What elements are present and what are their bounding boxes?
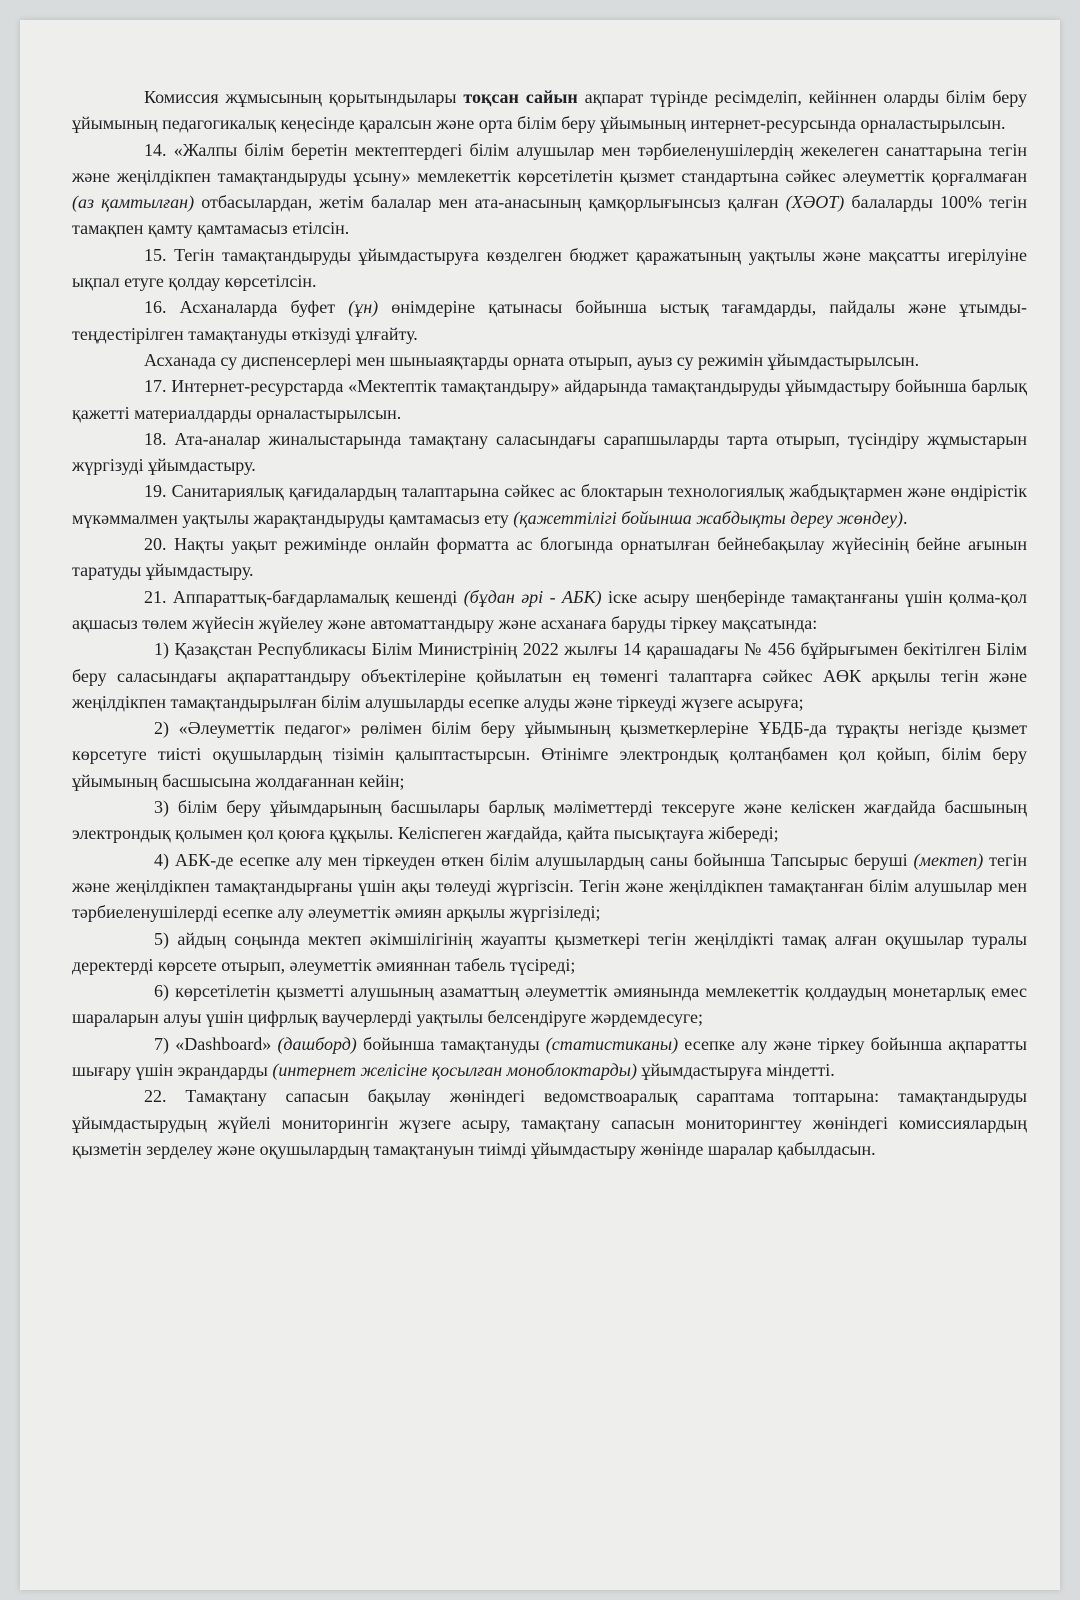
text-segment: өнімдеріне қатынасы бойынша ыстық тағамдарды, пайдалы және ұтымды-теңдестірілген тамақтануды өткізуді ұлғайту. <box>72 297 1027 344</box>
text-segment: тоқсан сайын <box>463 87 578 107</box>
text-segment: ұйымдастыруға міндетті. <box>636 1059 835 1080</box>
text-segment: 21. Аппараттық-бағдарламалық кешенді <box>144 586 464 607</box>
text-segment: (статистиканы) <box>545 1033 679 1054</box>
text-segment: есепке алу және тіркеу бойынша ақпаратты шығару үшін экрандарды <box>72 1033 1027 1080</box>
text-segment: 3) білім беру ұйымдарының басшылары барлық мәліметтерді тексеруге және келіскен жағдайда басшының электрондық қолымен қол қоюға құқылы. Келіспеген жағдайда, қайта пысықтауға жібереді; <box>72 797 1027 844</box>
text-segment: (дашборд) <box>277 1033 357 1054</box>
text-segment: 5) айдың соңында мектеп әкімшілігінің жауапты қызметкері тегін жеңілдікті тамақ алған оқушылар туралы деректерді көрсете отырып, әлеуметтік әмияннан табель түсіреді; <box>72 928 1027 975</box>
text-segment: (мектеп) <box>913 849 984 870</box>
paragraph-p0 <box>72 84 1027 137</box>
paragraph-p21_1 <box>72 636 1027 715</box>
text-segment: (интернет желісіне қосылған моноблоктарды) <box>272 1059 637 1080</box>
text-segment: 17. Интернет-ресурстарда «Мектептік тамақтандыру» айдарында тамақтандыруды ұйымдастыру бойынша барлық қажетті материалдарды орналастырылсын. <box>72 376 1027 423</box>
text-segment: балаларды 100% тегін тамақпен қамту қамтамасыз етілсін. <box>72 192 1027 239</box>
text-segment: 2) «Әлеуметтік педагог» рөлімен білім беру ұйымының қызметкерлеріне ҰБДБ-да тұрақты негізде қызмет көрсетуге тиісті оқушылардың тізімін қалыптастырсын. Өтінімге электрондық қолтаңбамен қол қойып, білім беру ұйымының басшысына жолдағаннан кейін; <box>72 718 1027 791</box>
paragraph-p18 <box>72 426 1027 479</box>
text-segment: іске асыру шеңберінде тамақтанғаны үшін қолма-қол ақшасыз төлем жүйесін жүйелеу және автоматтандыру және асханаға баруды тіркеу мақсатында: <box>72 586 1027 633</box>
text-segment: Асханада су диспенсерлері мен шыныаяқтарды орната отырып, ауыз су режимін ұйымдастырылсын. <box>144 349 920 370</box>
paragraph-p21_3 <box>72 794 1027 847</box>
document-page <box>20 20 1060 1590</box>
text-segment: 15. Тегін тамақтандыруды ұйымдастыруға көзделген бюджет қаражатының уақтылы және мақсатты игерілуіне ықпал етуге қолдау көрсетілсін. <box>72 244 1027 292</box>
text-segment: отбасылардан, жетім балалар мен ата-анасының қамқорлығынсыз қалған <box>194 192 786 213</box>
text-segment: (бұдан әрі - АБК) <box>463 586 602 607</box>
text-segment: 6) көрсетілетін қызметті алушының азаматтың әлеуметтік әмиянында мемлекеттік қолдаудың монетарлық емес шараларын алуы үшін цифрлық ваучерлерді уақтылы белсендіруге жәрдемдесуге; <box>72 981 1027 1028</box>
paragraph-p21 <box>72 584 1027 637</box>
text-segment: 14. «Жалпы білім беретін мектептердегі білім алушылар мен тәрбиеленушілердің жекелеген санаттарына тегін және жеңілдікпен тамақтандыруды ұсыну» мемлекеттік көрсетілетін қызмет стандартына сәйкес әлеуметтік қорғалмаған <box>72 139 1027 186</box>
text-segment: 20. Нақты уақыт режимінде онлайн форматта ас блогында орнатылған бейнебақылау жүйесінің бейне ағынын таратуды ұйымдастыру. <box>72 534 1027 581</box>
text-segment: бойынша тамақтануды <box>356 1033 546 1054</box>
text-segment: (қажеттілігі бойынша жабдықты дереу жөндеу) <box>513 507 904 528</box>
paragraph-p21_2 <box>72 715 1027 794</box>
paragraph-p19 <box>72 478 1027 531</box>
text-segment: 7) «Dashboard» <box>154 1033 278 1054</box>
text-segment: (ХӘОТ) <box>785 192 845 213</box>
paragraph-p21_5 <box>72 926 1027 979</box>
paragraph-p15 <box>72 242 1027 295</box>
paragraph-p16b <box>72 347 1027 373</box>
text-segment: 4) АБК-де есепке алу мен тіркеуден өткен білім алушылардың саны бойынша Тапсырыс беруші <box>154 849 914 870</box>
document-body <box>72 84 1027 1162</box>
paragraph-p17 <box>72 373 1027 426</box>
text-segment: ақпарат түрінде ресімделіп, кейіннен оларды білім беру ұйымының педагогикалық кеңесінде қаралсын және орта білім беру ұйымының интернет-ресурсында орналастырылсын. <box>72 87 1027 134</box>
paragraph-p16 <box>72 294 1027 347</box>
text-segment: . <box>903 507 908 528</box>
text-segment: 18. Ата-аналар жиналыстарында тамақтану саласындағы сарапшыларды тарта отырып, түсіндіру жұмыстарын жүргізуді ұйымдастыру. <box>72 428 1027 476</box>
text-segment: 19. Санитариялық қағидалардың талаптарына сәйкес ас блоктарын технологиялық жабдықтармен және өндірістік мүкәммалмен уақтылы жарақтандыруды қамтамасыз ету <box>72 481 1027 528</box>
text-segment: 1) Қазақстан Республикасы Білім Министрінің 2022 жылғы 14 қарашадағы № 456 бұйрығымен бекітілген Білім беру саласындағы ақпараттандыру объектілеріне қойылатын ең төменгі талаптарға сәйкес АӨК арқылы тегін және жеңілдікпен тамақтандырылған білім алушыларды есепке алуды және тіркеуді жүзеге асыруға; <box>72 639 1027 712</box>
text-segment: тегін және жеңілдікпен тамақтандырғаны үшін ақы төлеуді жүргізсін. Тегін және жеңілдікпен тамақтанған білім алушылар мен тәрбиеленушілерді есепке алу әлеуметтік әмиян арқылы жүргізіледі; <box>72 849 1027 923</box>
paragraph-p14 <box>72 137 1027 242</box>
paragraph-p20 <box>72 531 1027 584</box>
text-segment: (аз қамтылған) <box>72 192 195 213</box>
paragraph-p21_4 <box>72 847 1027 926</box>
paragraph-p21_7 <box>72 1031 1027 1084</box>
paragraph-p21_6 <box>72 978 1027 1031</box>
text-segment: (ұн) <box>348 297 379 318</box>
paragraph-p22 <box>72 1083 1027 1162</box>
text-segment: 22. Тамақтану сапасын бақылау жөніндегі ведомствоаралық сараптама топтарына: тамақтандыруды ұйымдастырудың жүйелі мониторингін жүзеге асыру, тамақтану сапасын мониторингтеу жөніндегі комиссиялардың қызметін зерделеу және оқушылардың тамақтануын тиімді ұйымдастыру жөнінде шаралар қабылдасын. <box>72 1086 1027 1159</box>
text-segment: 16. Асханаларда буфет <box>144 297 349 318</box>
text-segment: Комиссия жұмысының қорытындылары <box>144 87 464 107</box>
